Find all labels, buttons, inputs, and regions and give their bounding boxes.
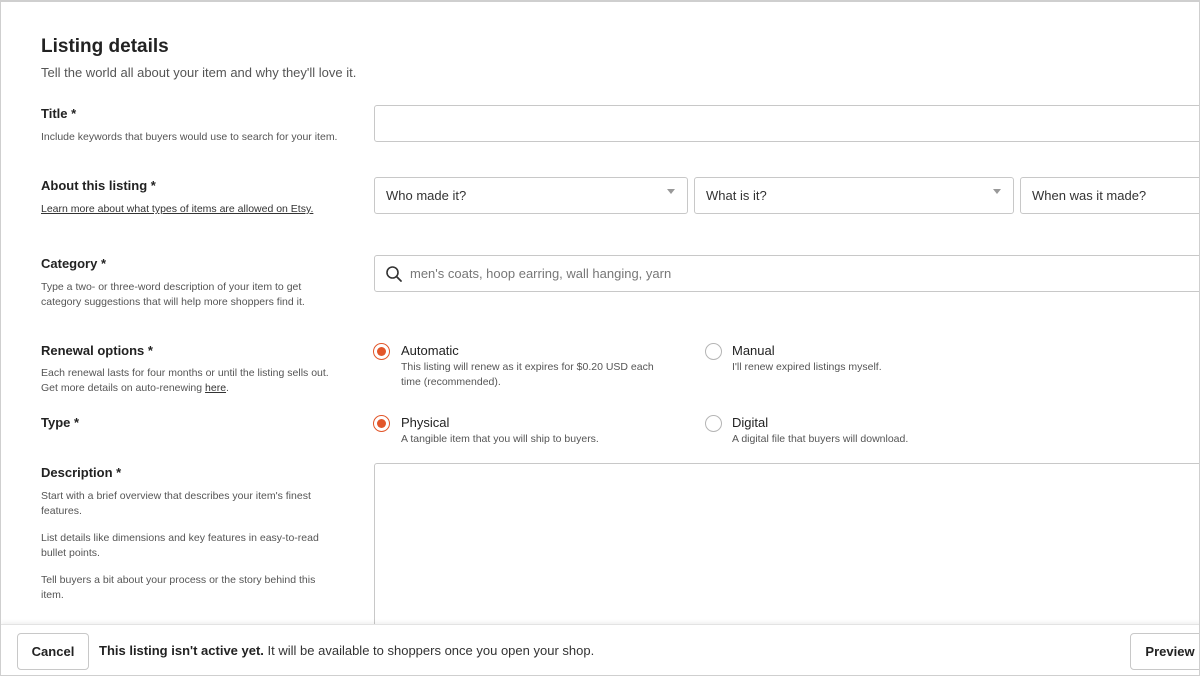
page-title: Listing details [41, 36, 169, 57]
title-label: Title * [41, 106, 77, 121]
footer-bar [1, 624, 1200, 676]
renewal-manual-label: Manual [732, 343, 775, 358]
when-was-it-made-select[interactable] [1020, 177, 1200, 214]
cancel-button[interactable]: Cancel [17, 633, 89, 670]
description-help-2: List details like dimensions and key features in easy-to-read bullet points. [41, 532, 319, 559]
category-label: Category * [41, 256, 107, 271]
renewal-automatic-radio[interactable] [373, 343, 390, 360]
chevron-down-icon [993, 189, 1001, 194]
type-physical-desc: A tangible item that you will ship to buyers. [401, 433, 599, 445]
renewal-manual-radio[interactable] [705, 343, 722, 360]
description-help-3: Tell buyers a bit about your process or the story behind this item. [41, 574, 316, 601]
who-made-it-select[interactable] [374, 177, 688, 214]
about-help [41, 202, 341, 217]
footer-message-rest: It will be available to shoppers once you open your shop. [263, 643, 595, 658]
renewal-automatic-label: Automatic [401, 343, 459, 358]
page-subtitle: Tell the world all about your item and why they'll love it. [41, 65, 357, 80]
renewal-label: Renewal options * [41, 343, 153, 358]
what-is-it-value: What is it? [706, 188, 767, 203]
renewal-help-link[interactable]: here [205, 382, 227, 394]
description-help-1: Start with a brief overview that describes your item's finest features. [41, 490, 311, 517]
category-search-input[interactable] [374, 255, 1200, 292]
search-icon [385, 265, 403, 283]
type-digital-label: Digital [732, 415, 769, 430]
chevron-down-icon [667, 189, 675, 194]
description-label: Description * [41, 465, 122, 480]
preview-button[interactable]: Preview [1130, 633, 1200, 670]
who-made-it-value: Who made it? [386, 188, 467, 203]
about-help-link[interactable]: Learn more about what types of items are allowed on Etsy. [41, 203, 314, 215]
title-input[interactable] [374, 105, 1200, 142]
what-is-it-select[interactable] [694, 177, 1014, 214]
when-was-it-made-value: When was it made? [1032, 188, 1147, 203]
category-placeholder: men's coats, hoop earring, wall hanging, yarn [410, 266, 672, 281]
type-physical-label: Physical [401, 415, 450, 430]
renewal-help-text: Each renewal lasts for four months or until the listing sells out. Get more details on auto-renewing [41, 367, 329, 394]
type-physical-radio[interactable] [373, 415, 390, 432]
renewal-help-end: . [226, 382, 229, 394]
category-help: Type a two- or three-word description of your item to get category suggestions that will help more shoppers find it. [41, 281, 305, 308]
renewal-automatic-desc: This listing will renew as it expires for $0.20 USD each time (recommended). [401, 361, 654, 388]
type-digital-desc: A digital file that buyers will download. [732, 433, 909, 445]
title-help: Include keywords that buyers would use to search for your item. [41, 131, 338, 143]
renewal-manual-desc: I'll renew expired listings myself. [732, 361, 882, 373]
about-label: About this listing * [41, 178, 156, 193]
footer-message-bold: This listing isn't active yet. [99, 643, 264, 658]
description-help [41, 489, 336, 615]
renewal-help [41, 366, 341, 396]
footer-message [99, 643, 594, 658]
type-digital-radio[interactable] [705, 415, 722, 432]
type-label: Type * [41, 415, 80, 430]
